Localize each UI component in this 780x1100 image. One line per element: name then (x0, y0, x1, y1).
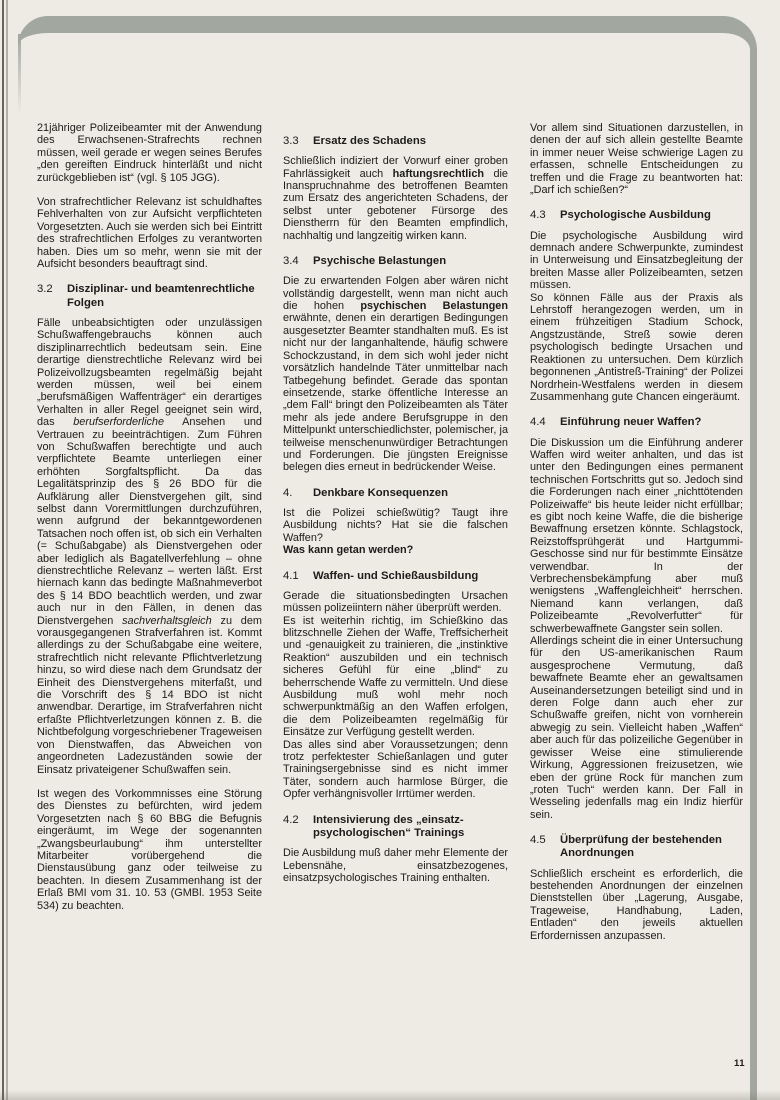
paragraph: Es ist weiterhin richtig, im Schießkino das blitzschnelle Ziehen der Waffe, Treffsicherheit und -genauigkeit zu trainieren, die „instinktive Reaktion“ auszubilden und ein technisch sicheres Gefühl für eine „blind“ zu beherrschende Waffe zu vermitteln. Und diese Ausbildung muß wohl mehr noch schwerpunktmäßig an den Waffen erfolgen, die dem Polizeibeamten regelmäßig für Einsätze zur Verfügung gestellt werden. (283, 614, 508, 739)
paragraph: Die Ausbildung muß daher mehr Elemente der Lebensnähe, einsatzbezogenes, einsatzpsychologisches Training enthalten. (283, 847, 508, 884)
paragraph: Von strafrechtlicher Relevanz ist schuldhaftes Fehlverhalten von zur Aufsicht verpflichteten Vorgesetzten. Auch sie werden sich bei Eintritt des strafrechtlichen Erfolges zu verantworten haben. Dies um so mehr, wenn sie mit der Aufsicht besonders beauftragt sind. (37, 196, 262, 271)
paragraph: 21jähriger Polizeibeamter mit der Anwendung des Erwachsenen-Strafrechts rechnen müssen, weil gerade er wegen seines Berufes „den gereiften Eindruck hinterläßt und nicht zurückgeblieben ist“ (vgl. § 105 JGG). (37, 122, 262, 184)
section-number: 4.5 (530, 834, 546, 847)
paragraph-block (37, 122, 262, 184)
scan-bottom-shadow (0, 1090, 780, 1100)
scan-gutter-line-dark (2, 0, 4, 1100)
section-title: Denkbare Konsequenzen (313, 486, 448, 499)
paragraph-block (530, 437, 743, 822)
section-heading (530, 416, 743, 429)
section-heading (283, 814, 508, 840)
paragraph-block (530, 230, 743, 404)
paragraph-block (283, 155, 508, 242)
section-number: 4.4 (530, 416, 546, 429)
section-heading (37, 283, 262, 309)
section-number: 4.2 (283, 813, 299, 826)
paragraph: So können Fälle aus der Praxis als Lehrstoff herangezogen werden, um in einem frühzeitigen Stadium Schock, Angstzustände, Streß sowie deren psychologisch bedingte Ursachen und Reaktionen zu untersuchen. Dem kürzlich begonnenen „Antistreß-Training“ der Polizei Nordrhein-Westfalens werden in diesem Zusammenhang gute Chancen eingeräumt. (530, 291, 743, 403)
paragraph: Vor allem sind Situationen darzustellen, in denen der auf sich allein gestellte Beamte in immer neuer Weise schwierige Lagen zu erfassen, schnelle Entscheidungen zu treffen und die Frage zu beantworten hat: „Darf ich schießen?“ (530, 122, 743, 197)
paragraph: Fälle unbeabsichtigten oder unzulässigen Schußwaffengebrauchs können auch disziplinarrechtlich bedeutsam sein. Eine derartige dienstrechtliche Relevanz wird bei Polizeivollzugsbeamten regelmäßig bejaht werden müssen, weil bei einem „berufsmäßigen Waffenträger“ ein derartiges Verhalten in aller Regel geeignet sein wird, das berufserforderliche Ansehen und Vertrauen zu beeinträchtigen. Zum Führen von Schußwaffen berechtigte und auch verpflichtete Beamte unterliegen einer erhöhten Sorgfaltspflicht. Da das Legalitätsprinzip des § 26 BDO für die Aufklärung aller Dienstvergehen gilt, sind selbst dann Vorermittlungen durchzuführen, wenn aufgrund der bekanntgewordenen Tatsachen noch offen ist, ob sich ein Verhalten (= Schußabgabe) als Dienstvergehen oder aber lediglich als Bagatellverfehlung – ohne dienstrechtliche Relevanz – werten läßt. Erst hiernach kann das bedingte Maßnahmeverbot des § 14 BDO beachtlich werden, und zwar auch nur in den Fällen, in denen das Dienstvergehen sachverhaltsgleich zu dem vorausgegangenen Strafverfahren ist. Kommt allerdings zu der Schußabgabe eine weitere, strafrechtlich nicht relevante Pflichtverletzung hinzu, so wird diese nach dem Grundsatz der Einheit des Dienstvergehens miterfaßt, und die Vorschrift des § 14 BDO ist nicht anwendbar. Derartige, im Strafverfahren nicht erfaßte Pflichtverletzungen können z. B. die Nichtbefolgung vorgeschriebener Trageweisen von Dienstwaffen, das Abweichen von angeordneten Ladezuständen sowie der Einsatz privateigener Schußwaffen sein. (37, 316, 262, 776)
section-title: Einführung neuer Waffen? (560, 416, 702, 429)
paragraph: Ist die Polizei schießwütig? Taugt ihre Ausbildung nichts? Hat sie die falschen Waffen? (283, 506, 508, 544)
paragraph: Gerade die situationsbedingten Ursachen müssen polizeiintern näher überprüft werden. (283, 589, 508, 615)
section-title: Überprüfung der bestehenden Anordnungen (560, 834, 722, 860)
paragraph-block (530, 868, 743, 942)
paragraph: Schließlich erscheint es erforderlich, die bestehenden Anordnungen der einzelnen Dienststellen über „Lagerung, Ausgabe, Trageweise, Handhabung, Laden, Entladen“ den jeweils aktuellen Erfordernissen anzupassen. (530, 867, 743, 942)
section-heading (283, 255, 508, 268)
section-number: 4.1 (283, 569, 299, 582)
paragraph-block (37, 196, 262, 270)
section-number: 3.3 (283, 135, 299, 147)
section-title: Disziplinar- und beamtenrechtliche Folgen (67, 283, 255, 309)
section-title: Psychologische Ausbildung (560, 209, 711, 222)
section-heading (283, 135, 508, 148)
paragraph-block (37, 788, 262, 912)
section-heading (530, 834, 743, 860)
paragraph: Ist wegen des Vorkommnisses eine Störung des Dienstes zu befürchten, wird jedem Vorgesetzten nach § 60 BBG die Befugnis eingeräumt, im Wege der sogenannten „Zwangsbeurlaubung“ ihm unterstellter Mitarbeiter vorübergehend die Dienstausübung ganz oder teilweise zu beachten. In diesem Zusammenhang ist der Erlaß BMI vom 31. 10. 53 (GMBl. 1953 Seite 534) zu beachten. (37, 787, 262, 912)
bold-text: psychischen Belastungen (360, 300, 509, 313)
section-heading (530, 209, 743, 222)
paragraph: Die psychologische Ausbildung wird demnach andere Schwerpunkte, zumindest in Unterweisung und Einsatzbegleitung der breiten Masse aller Polizeibeamten, setzen müssen. (530, 229, 743, 292)
paragraph-block (283, 847, 508, 884)
bold-text: haftungsrechtlich (392, 167, 485, 180)
paragraph-block (283, 275, 508, 474)
article-body (37, 122, 743, 954)
paragraph-block (530, 122, 743, 196)
column-1 (37, 122, 262, 954)
paragraph: Das alles sind aber Voraussetzungen; denn trotz perfektester Schießanlagen und guter Trainingsergebnisse sind es nicht immer Täter, sondern auch harmlose Bürger, die Opfer verhängnisvoller Irrtümer werden. (283, 738, 508, 801)
section-title: Waffen- und Schießausbildung (313, 569, 479, 582)
paragraph-block (283, 590, 508, 801)
section-title: Intensivierung des „einsatz- psychologischen“ Trainings (313, 813, 465, 839)
paragraph: Die zu erwartenden Folgen aber wären nicht vollständig dargestellt, wenn man nicht auch die hohen psychischen Belastungen erwähnte, denen ein derartigen Bedingungen ausgesetzter Beamter standhalten muß. Es ist nicht nur der langanhaltende, häufig schwere Schockzustand, in dem sich wohl jeder nicht vorsätzlich handelnde Täter unmittelbar nach Tatbegehung befindet. Gerade das spontan einsetzende, starke öffentliche Interesse an „dem Fall“ bringt den Polizeibeamten als Täter mehr als jede andere Berufsgruppe in den Mittelpunkt unterschiedlichster, polemischer, ja teilweise menschenunwürdiger Betrachtungen und Forderungen. Die jüngsten Ereignisse belegen dies erneut in bedrückender Weise. (283, 275, 509, 474)
section-number: 3.2 (37, 283, 53, 296)
section-heading (283, 570, 508, 583)
section-number: 3.4 (283, 255, 299, 268)
page-border-left-fade (18, 34, 21, 114)
section-number: 4. (283, 486, 293, 499)
italic-text: berufserforderliche (73, 416, 165, 429)
column-3 (530, 122, 743, 954)
italic-text: sachverhaltsgleich (122, 614, 212, 627)
section-title: Ersatz des Schadens (313, 135, 427, 147)
scan-gutter-line-light (6, 0, 8, 1100)
paragraph: Schließlich indiziert der Vorwurf einer groben Fahrlässigkeit auch haftungsrechtlich die Inanspruchnahme des betroffenen Beamten zum Ersatz des angerichteten Schadens, der selbst unter gebotener Fürsorge des Dienstherrn für den Beamten empfindlich, nachhaltig und langzeitig wirken kann. (283, 155, 508, 242)
paragraph-block (283, 507, 508, 557)
section-title: Psychische Belastungen (313, 255, 447, 268)
paragraph: Die Diskussion um die Einführung anderer Waffen wird weiter anhalten, und das ist unter den Bedingungen eines permanent technischen Fortschritts gut so. Jedoch sind die Forderungen nach einer „nichttötenden Polizeiwaffe“ bis heute leider nicht erfüllbar; es gibt noch keine Waffe, die die bisherige Bewaffnung ersetzen könnte. Schlagstock, Reizstoffsprühgerät und Hartgummi-Geschosse sind nur für bestimmte Einsätze verwendbar. In der Verbrechensbekämpfung aber muß wenigstens „Waffengleichheit“ herrschen. Niemand kann verlangen, daß Polizeibeamte „Revolverfutter“ für schwerbewaffnete Gangster sein sollen. (530, 436, 743, 635)
page-number: 11 (734, 1058, 746, 1069)
column-2 (283, 122, 508, 954)
section-heading (283, 487, 508, 500)
paragraph-block (37, 317, 262, 776)
section-number: 4.3 (530, 209, 546, 222)
paragraph: Allerdings scheint die in einer Untersuchung für den US-amerikanischen Raum ausgesprochene Vermutung, daß bewaffnete Beamte eher an gewaltsamen Auseinandersetzungen beteiligt sind und in deren Folge dann auch eher zur Schußwaffe greifen, nicht von vornherein abwegig zu sein. Vielleicht haben „Waffen“ aber auch für das polizeiliche Gegenüber in gewisser Weise eine stimulierende Wirkung, Aggressionen freizusetzen, wie eben der grüne Rock für manchen zum „roten Tuch“ werden kann. Der Fall in Wesseling jedenfalls mag ein Indiz hierfür sein. (530, 635, 743, 821)
paragraph (283, 544, 508, 556)
bold-text: Was kann getan werden? (283, 544, 414, 557)
